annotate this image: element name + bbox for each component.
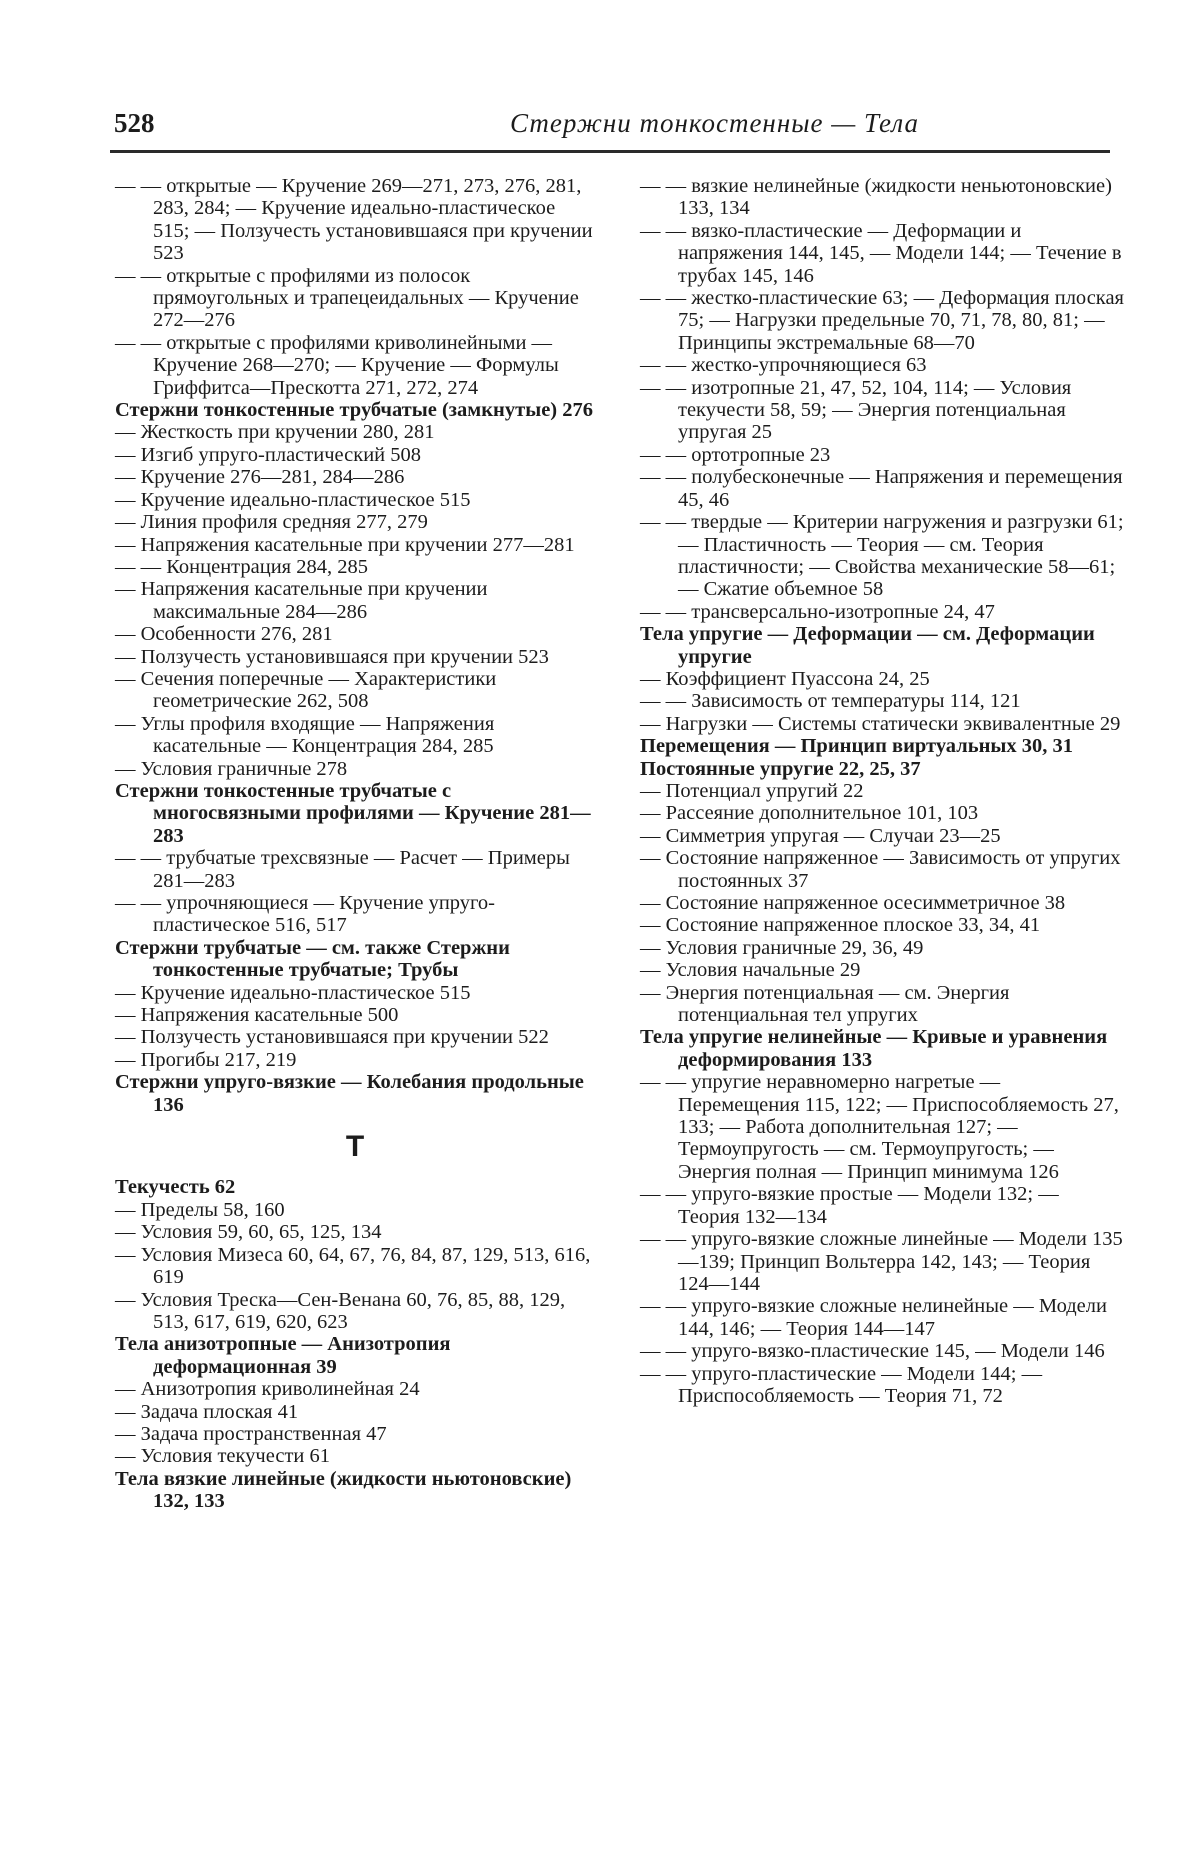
header-rule [110,150,1110,153]
index-entry: Стержни трубчатые — см. также Стержни тонкостенные трубчатые; Трубы [115,936,510,982]
index-entry: — — Зависимость от температуры 114, 121 [640,690,1021,713]
index-entry: — Нагрузки — Системы статически эквивалентные 29 [640,712,1121,735]
index-entry: — Прогибы 217, 219 [115,1048,297,1071]
index-entry: — Рассеяние дополнительное 101, 103 [640,802,979,825]
index-entry: — — полубесконечные — Напряжения и перемещения 45, 46 [640,466,1123,511]
index-entry: — — жестко-пластические 63; — Деформация плоская 75; — Нагрузки предельные 70, 71, 78, 80, 81; — Принципы экстремальные 68—70 [640,287,1124,354]
index-entry: — — открытые с профилями из полосок прямоугольных и трапецеидальных — Кручение 272—276 [115,264,579,332]
index-entry: — — вязко-пластические — Деформации и напряжения 144, 145, — Модели 144; — Течение в трубах 145, 146 [640,219,1122,287]
index-entry: — Потенциал упругий 22 [640,779,864,802]
left-column [115,175,595,1513]
index-entry: — Ползучесть установившаяся при кручении 523 [115,645,549,668]
index-entry: Тела вязкие линейные (жидкости ньютоновские) 132, 133 [115,1467,572,1513]
index-entry: — Сечения поперечные — Характеристики геометрические 262, 508 [115,667,497,713]
index-entry: Стержни тонкостенные трубчатые с многосвязными профилями — Кручение 281—283 [115,779,591,847]
index-entry: — — ортотропные 23 [640,443,831,466]
index-entry: — — упруго-вязко-пластические 145, — Модели 146 [640,1340,1105,1363]
index-entry: — Напряжения касательные 500 [115,1004,399,1027]
index-entry: — Коэффициент Пуассона 24, 25 [640,667,930,690]
index-entry: — Условия начальные 29 [640,959,861,982]
right-entries [640,175,1125,1407]
index-entry: — Состояние напряженное плоское 33, 34, 41 [640,914,1041,937]
index-entry: — — трубчатые трехсвязные — Расчет — Примеры 281—283 [115,847,570,892]
index-entry: — — упруго-пластические — Модели 144; — Приспособляемость — Теория 71, 72 [640,1362,1043,1407]
index-entry: Стержни тонкостенные трубчатые (замкнутые) 276 [115,399,593,422]
index-entry: — — открытые с профилями криволинейными — Кручение 268—270; — Кручение — Формулы Гриффитса—Прескотта 271, 272, 274 [115,331,559,399]
right-column [640,175,1125,1407]
section-letter: Т [345,1130,365,1164]
index-entry: Текучесть 62 [115,1176,236,1199]
left-entries-top [115,175,595,1116]
index-entry: Постоянные упругие 22, 25, 37 [640,757,921,780]
index-entry: — — Концентрация 284, 285 [115,555,368,578]
index-entry: — — открытые — Кручение 269—271, 273, 276, 281, 283, 284; — Кручение идеально-пластическое 515; — Ползучесть установившаяся при кручении 523 [115,175,593,265]
index-entry: — Пределы 58, 160 [115,1198,285,1221]
index-entry: — Условия граничные 29, 36, 49 [640,936,924,959]
index-entry: — — трансверсально-изотропные 24, 47 [640,600,995,623]
index-entry: — Энергия потенциальная — см. Энергия потенциальная тел упругих [640,981,1010,1027]
index-entry: — Линия профиля средняя 277, 279 [115,511,428,534]
index-entry: — Ползучесть установившаяся при кручении 522 [115,1026,549,1049]
index-entry: — Состояние напряженное осесимметричное 38 [640,892,1066,914]
index-entry: — Напряжения касательные при кручении 277—281 [115,533,575,556]
index-entry: — Анизотропия криволинейная 24 [115,1378,420,1401]
index-entry: — — упруго-вязкие сложные линейные — Модели 135—139; Принцип Вольтерра 142, 143; — Теория 124—144 [640,1228,1123,1295]
index-entry: — — упруго-вязкие сложные нелинейные — Модели 144, 146; — Теория 144—147 [640,1295,1107,1340]
index-entry: — Условия граничные 278 [115,757,348,780]
index-entry: — Особенности 276, 281 [115,623,333,646]
index-entry: — Условия Мизеса 60, 64, 67, 76, 84, 87, 129, 513, 616, 619 [115,1243,591,1289]
index-entry: Тела упругие нелинейные — Кривые и уравнения деформирования 133 [640,1026,1108,1071]
left-entries-bottom [115,1176,595,1512]
index-entry: — Кручение 276—281, 284—286 [115,466,405,489]
index-entry: — Условия 59, 60, 65, 125, 134 [115,1221,382,1244]
page-header [110,108,1110,152]
index-entry: — Напряжения касательные при кручении максимальные 284—286 [115,578,488,623]
index-entry: — — упрочняющиеся — Кручение упруго-пластическое 516, 517 [115,892,496,937]
running-head: Стержни тонкостенные — Тела [510,108,919,138]
index-entry: Тела упругие — Деформации — см. Деформации упругие [640,623,1095,668]
index-entry: — Состояние напряженное — Зависимость от упругих постоянных 37 [640,847,1121,892]
index-entry: — — вязкие нелинейные (жидкости неньютоновские) 133, 134 [640,175,1112,220]
index-entry: Стержни упруго-вязкие — Колебания продольные 136 [115,1071,584,1116]
index-entry: — Жесткость при кручении 280, 281 [115,421,435,444]
index-entry: — Условия текучести 61 [115,1445,331,1468]
page-number: 528 [114,108,155,138]
index-entry: — Симметрия упругая — Случаи 23—25 [640,824,1001,847]
index-entry: — — жестко-упрочняющиеся 63 [640,354,927,377]
index-entry: — — упругие неравномерно нагретые — Перемещения 115, 122; — Приспособляемость 27, 133; — Работа дополнительная 127; — Термоупругость — см. Термоупругость; — Энергия полная — Принцип минимума 126 [640,1071,1119,1183]
index-entry: — Углы профиля входящие — Напряжения касательные — Концентрация 284, 285 [115,712,495,758]
index-entry: Перемещения — Принцип виртуальных 30, 31 [640,735,1074,758]
index-entry: — Кручение идеально-пластическое 515 [115,981,471,1004]
index-entry: — Изгиб упруго-пластический 508 [115,443,422,466]
index-entry: Тела анизотропные — Анизотропия деформационная 39 [115,1333,451,1378]
index-entry: — Кручение идеально-пластическое 515 [115,488,471,511]
index-entry: — — упруго-вязкие простые — Модели 132; — Теория 132—134 [640,1183,1059,1228]
index-entry: — — твердые — Критерии нагружения и разгрузки 61; — Пластичность — Теория — см. Теория пластичности; — Свойства механические 58—61; — Сжатие объемное 58 [640,511,1124,601]
index-entry: — Задача плоская 41 [115,1400,299,1423]
index-entry: — Условия Треска—Сен-Венана 60, 76, 85, 88, 129, 513, 617, 619, 620, 623 [115,1288,566,1333]
index-entry: — Задача пространственная 47 [115,1422,387,1445]
index-entry: — — изотропные 21, 47, 52, 104, 114; — Условия текучести 58, 59; — Энергия потенциальная упругая 25 [640,376,1072,444]
